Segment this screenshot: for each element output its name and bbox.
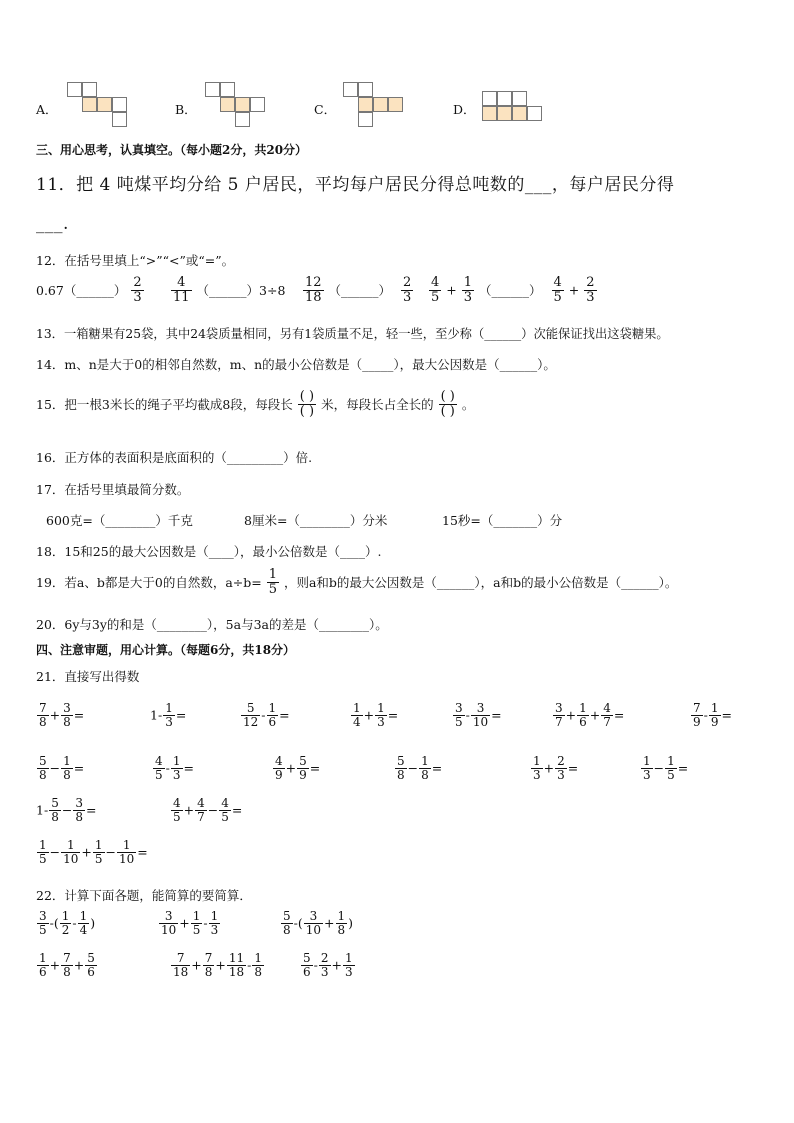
calc-1-2: 1- $\frac{1}{3}$ = [150,701,187,729]
q11-tail: ___. [36,214,69,234]
question-11 [36,170,674,195]
question-17: 17．在括号里填最简分数。 [36,482,190,497]
option-c-label: C． [314,102,337,117]
section-3-heading: 三、用心思考，认真填空。（每小题2分，共20分） [36,143,308,157]
calc-2-2: $\frac{4}{5}$ - $\frac{1}{3}$ = [155,754,194,782]
q15-blank-fraction-2: $\frac{( )}{( )}$ [440,389,455,419]
q17-c: 15秒=（_______）分 [442,513,563,528]
calc22-4: $\frac{1}{6}$ + $\frac{7}{8}$ + $\frac{5}{6}$ [39,951,95,979]
calc-1-1: $\frac{7}{8}$ + $\frac{3}{8}$ = [39,701,85,729]
calc-1-5: $\frac{3}{5}$ - $\frac{3}{10}$ = [455,701,502,729]
question-20: 20．6y与3y的和是（________），5a与3a的差是（________）。 [36,617,388,632]
question-13: 13．一箱糖果有25袋，其中24袋质量相同，另有1袋质量不足，轻一些，至少称（______）次能保证找出这袋糖果。 [36,327,669,341]
q12-c [302,276,414,304]
calc-3-1: 1- $\frac{5}{8}$ − $\frac{3}{8}$ = [36,796,97,824]
question-18: 18．15和25的最大公因数是（____），最小公倍数是（____）. [36,544,382,559]
q17-b: 8厘米=（________）分米 [244,513,388,528]
calc-1-7: $\frac{7}{9}$ - $\frac{1}{9}$ = [693,701,732,729]
q12-a-fraction: $\frac{2}{3}$ [133,275,142,305]
calc-2-3: $\frac{4}{9}$ + $\frac{5}{9}$ = [275,754,321,782]
question-22: 22．计算下面各题，能简算的要简算． [36,888,252,903]
question-21: 21．直接写出得数 [36,669,140,684]
calc-1-4: $\frac{1}{4}$ + $\frac{1}{3}$ = [353,701,399,729]
calc22-5: $\frac{7}{18}$ + $\frac{7}{8}$ + $\frac{11}{18}$ - $\frac{1}{8}$ [173,951,263,979]
q17-a: 600克=（________）千克 [46,513,193,528]
option-a-label: A． [36,102,58,117]
calc-4-1: $\frac{1}{5}$ − $\frac{1}{10}$ + $\frac{1}{5}$ − $\frac{1}{10}$ = [39,838,148,866]
question-19: 19．若a、b都是大于0的自然数，a÷b= $\frac{1}{5}$ ，则a和b的最大公因数是（______），a和b的最小公倍数是（______）。 [36,567,678,597]
calc-2-4: $\frac{5}{8}$ − $\frac{1}{8}$ = [397,754,443,782]
calc22-3: $\frac{5}{8}$ -( $\frac{3}{10}$ + $\frac{1}{8}$ ) [283,909,354,937]
q12-c-fraction: $\frac{12}{18}$ [305,275,322,305]
q12-b [170,276,285,304]
calc22-6: $\frac{5}{6}$ - $\frac{2}{3}$ + $\frac{1}{3}$ [303,951,353,979]
section-4-heading: 四、注意审题，用心计算。（每题6分，共18分） [36,643,296,657]
q12-d-mid: （______） [479,283,542,299]
calc-1-6: $\frac{3}{7}$ + $\frac{1}{6}$ + $\frac{4}{7}$ = [555,701,625,729]
q12-c-right-fraction: $\frac{2}{3}$ [403,275,412,305]
q12-b-fraction: $\frac{4}{11}$ [173,275,190,305]
calc-2-6: $\frac{1}{3}$ − $\frac{1}{5}$ = [643,754,689,782]
q12-c-mid: （______） [328,283,392,299]
q11-text: 把 4 吨煤平均分给 5 户居民，平均每户居民分得总吨数的___，每户居民分得 [76,175,675,195]
calc-3-2: $\frac{4}{5}$ + $\frac{4}{7}$ − $\frac{4}{5}$ = [173,796,243,824]
question-16: 16．正方体的表面积是底面积的（_________）倍. [36,450,313,465]
q15-blank-fraction-1: $\frac{( )}{( )}$ [299,389,315,419]
q11-number: 11． [36,175,77,195]
calc22-1: $\frac{3}{5}$ -( $\frac{1}{2}$ - $\frac{1}{4}$ ) [39,909,96,937]
calc22-2: $\frac{3}{10}$ + $\frac{1}{5}$ - $\frac{1}{3}$ [161,909,219,937]
calc-1-3: $\frac{5}{12}$ - $\frac{1}{6}$ = [243,701,290,729]
question-15: 15．把一根3米长的绳子平均截成8段，每段长 $\frac{( )}{( )}$ 米，每段长占全长的 $\frac{( )}{( )}$ 。 [36,389,475,419]
option-b-label: B． [175,102,197,117]
calc-2-5: $\frac{1}{3}$ + $\frac{2}{3}$ = [533,754,579,782]
q19-fraction: $\frac{1}{5}$ [268,567,277,597]
q12-d: $\frac{4}{5}$ + $\frac{1}{3}$ （______） $\frac{4}{5}$ + $\frac{2}{3}$ [431,275,595,305]
calc-2-1: $\frac{5}{8}$ − $\frac{1}{8}$ = [39,754,85,782]
question-12: 12．在括号里填上“>”“<”或“=”。 [36,253,235,268]
q12-a-left: 0.67（______） [36,283,127,299]
option-d-label: D． [453,102,476,117]
q12-b-right: （______）3÷8 [196,283,286,299]
q12-row [36,276,145,304]
question-14: 14．m、n是大于0的相邻自然数，m、n的最小公倍数是（_____），最大公因数是（______）。 [36,357,556,372]
